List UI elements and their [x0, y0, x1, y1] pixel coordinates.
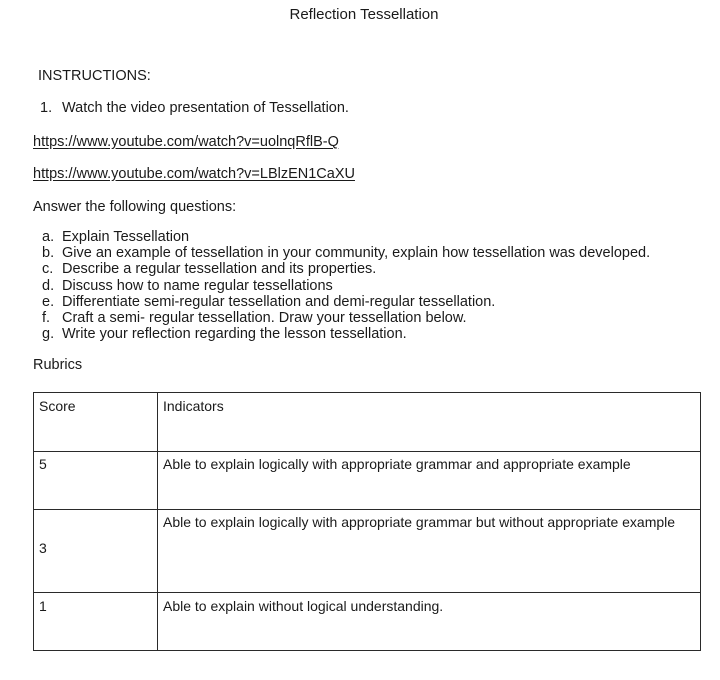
video-link-1[interactable]: https://www.youtube.com/watch?v=uolnqRflB-Q: [33, 134, 339, 150]
table-header-row: [34, 393, 701, 452]
step-number: 1.: [40, 100, 53, 116]
question-list: [42, 229, 650, 342]
table-row: [34, 510, 701, 593]
document-title: Reflection Tessellation: [289, 6, 439, 23]
score-cell: 3: [34, 510, 158, 593]
step-text: Watch the video presentation of Tessellation.: [62, 100, 349, 116]
rubric-table: [33, 392, 701, 651]
question-item-a: a. Explain Tessellation: [42, 229, 190, 245]
score-cell: 5: [34, 452, 158, 510]
question-item-g: g. Write your reflection regarding the lesson tessellation.: [42, 326, 407, 343]
table-row: [34, 593, 701, 651]
indicator-cell: Able to explain without logical understanding.: [158, 593, 701, 651]
question-item-e: e. Differentiate semi-regular tessellation and demi-regular tessellation.: [42, 293, 496, 310]
score-cell: 1: [34, 593, 158, 651]
table-row: [34, 452, 701, 510]
question-item-b: b. Give an example of tessellation in your community, explain how tessellation was developed.: [42, 245, 651, 262]
score-header: Score: [34, 393, 158, 452]
question-item-f: f. Craft a semi- regular tessellation. Draw your tessellation below.: [42, 310, 467, 327]
instruction-step-1: [40, 100, 349, 116]
question-item-d: d. Discuss how to name regular tessellations: [42, 277, 333, 294]
rubrics-label: Rubrics: [33, 357, 83, 373]
answer-prompt: Answer the following questions:: [33, 199, 237, 215]
indicators-header: Indicators: [158, 393, 701, 452]
instructions-heading: INSTRUCTIONS:: [38, 68, 151, 84]
indicator-cell: Able to explain logically with appropriate grammar and appropriate example: [158, 452, 701, 510]
video-link-2[interactable]: https://www.youtube.com/watch?v=LBlzEN1CaXU: [33, 166, 355, 182]
question-item-c: c. Describe a regular tessellation and its properties.: [42, 261, 377, 278]
indicator-cell: Able to explain logically with appropriate grammar but without appropriate example: [158, 510, 701, 593]
